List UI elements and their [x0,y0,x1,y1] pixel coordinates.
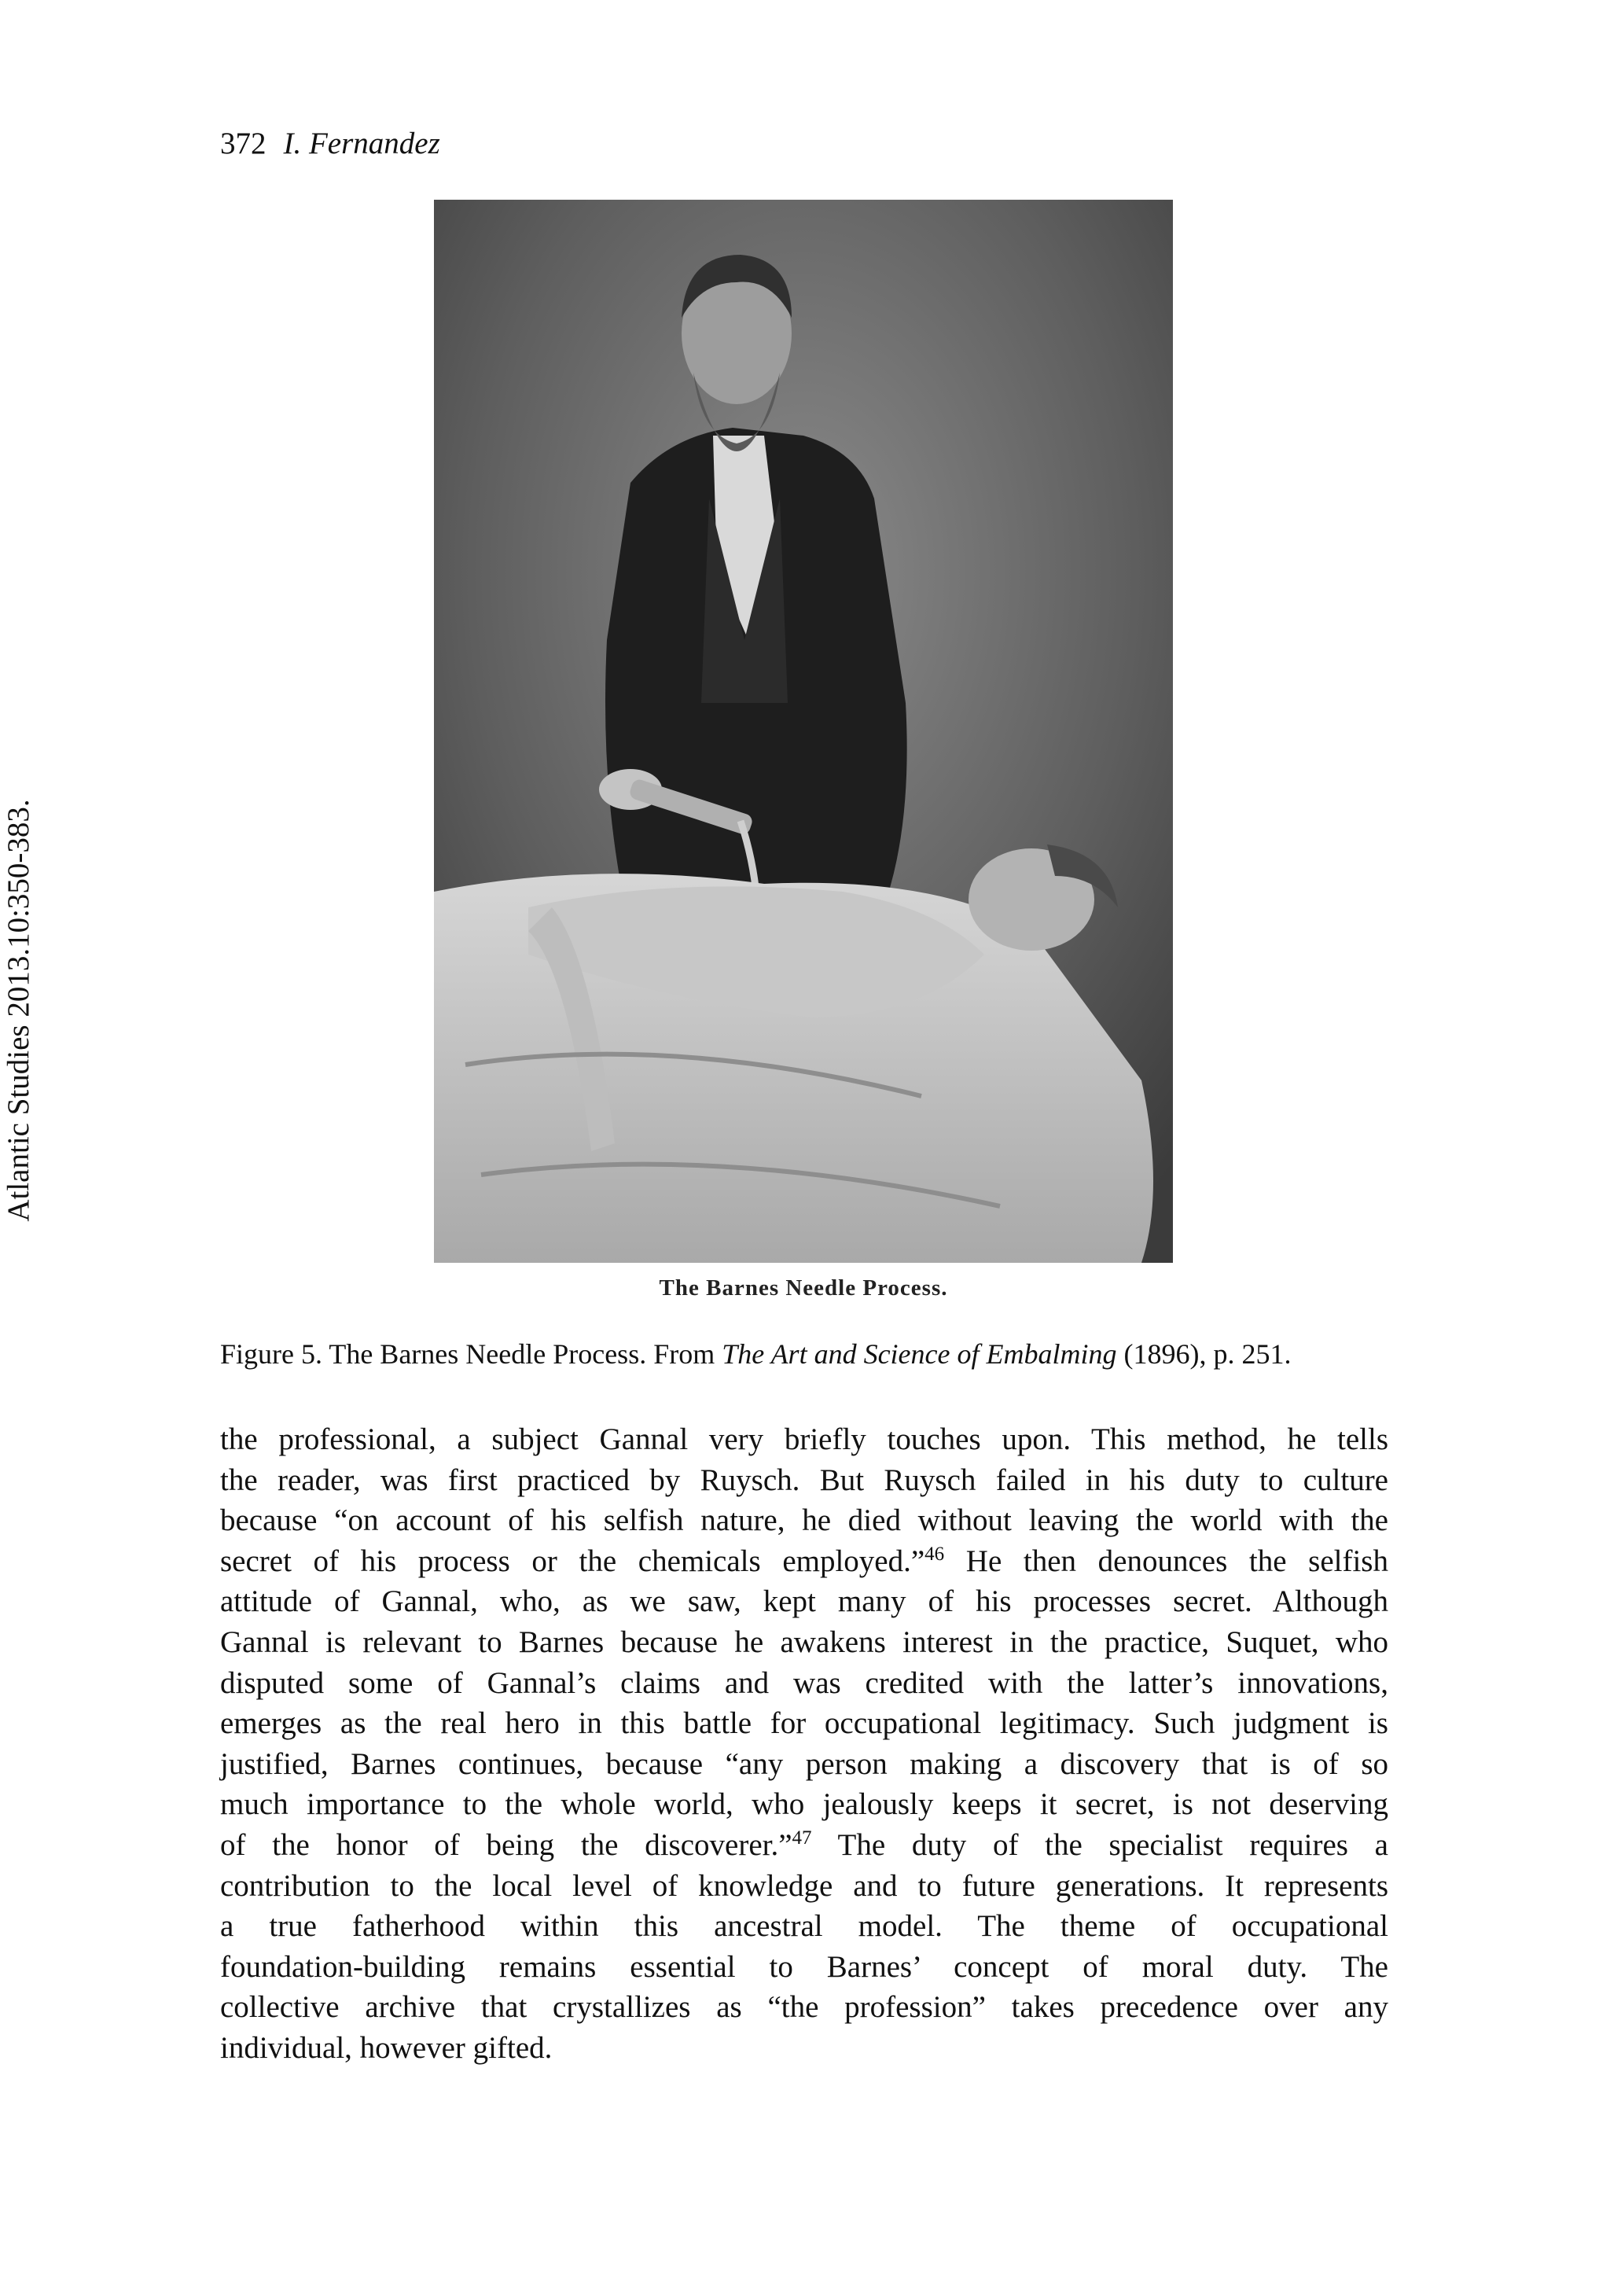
text-line [220,1825,1388,1866]
figure-photograph [434,200,1173,1263]
text-segment: of the honor of being the discoverer.” [220,1827,792,1862]
text-segment: The duty of the specialist requires a [811,1827,1388,1862]
footnote-ref-47[interactable]: 47 [792,1827,812,1849]
text-line: emerges as the real hero in this battle for occupational legitimacy. Such judgment is [220,1706,1388,1741]
embalming-photo-illustration [434,200,1173,1263]
text-line: justified, Barnes continues, because “any person making a discovery that is of so [220,1746,1388,1781]
caption-book-title: The Art and Science of Embalming [722,1338,1117,1370]
caption-suffix: (1896), p. 251. [1116,1338,1292,1370]
figure-plate-label: The Barnes Needle Process. [659,1275,948,1301]
text-line: disputed some of Gannal’s claims and was credited with the latter’s innovations, [220,1665,1388,1700]
caption-prefix: Figure 5. The Barnes Needle Process. From [220,1338,722,1370]
text-line: because “on account of his selfish nature, he died without leaving the world with the [220,1503,1388,1538]
running-head [220,126,440,162]
text-line: attitude of Gannal, who, as we saw, kept many of his processes secret. Although [220,1584,1388,1619]
text-line: Gannal is relevant to Barnes because he awakens interest in the practice, Suquet, who [220,1624,1388,1659]
figure-caption [220,1337,1399,1371]
footnote-ref-46[interactable]: 46 [924,1543,945,1565]
text-line: much importance to the whole world, who jealously keeps it secret, is not deserving [220,1787,1388,1822]
text-line: foundation-building remains essential to Barnes’ concept of moral duty. The [220,1949,1388,1984]
text-line: the professional, a subject Gannal very briefly touches upon. This method, he tells [220,1422,1388,1456]
side-citation: Atlantic Studies 2013.10:350-383. [2,799,35,1222]
body-paragraph [220,1419,1388,2069]
text-line: individual, however gifted. [220,2030,553,2065]
text-line: a true fatherhood within this ancestral model. The theme of occupational [220,1909,1388,1944]
text-line [220,1541,1388,1582]
author-name: I. Fernandez [283,127,440,160]
text-line: collective archive that crystallizes as “the profession” takes precedence over any [220,1990,1388,2025]
text-segment: secret of his process or the chemicals employed.” [220,1544,925,1578]
text-line: the reader, was first practiced by Ruysch. But Ruysch failed in his duty to culture [220,1463,1388,1497]
text-segment: He then denounces the selfish [944,1544,1388,1578]
page-number: 372 [220,127,266,160]
text-line: contribution to the local level of knowledge and to future generations. It represents [220,1868,1388,1903]
